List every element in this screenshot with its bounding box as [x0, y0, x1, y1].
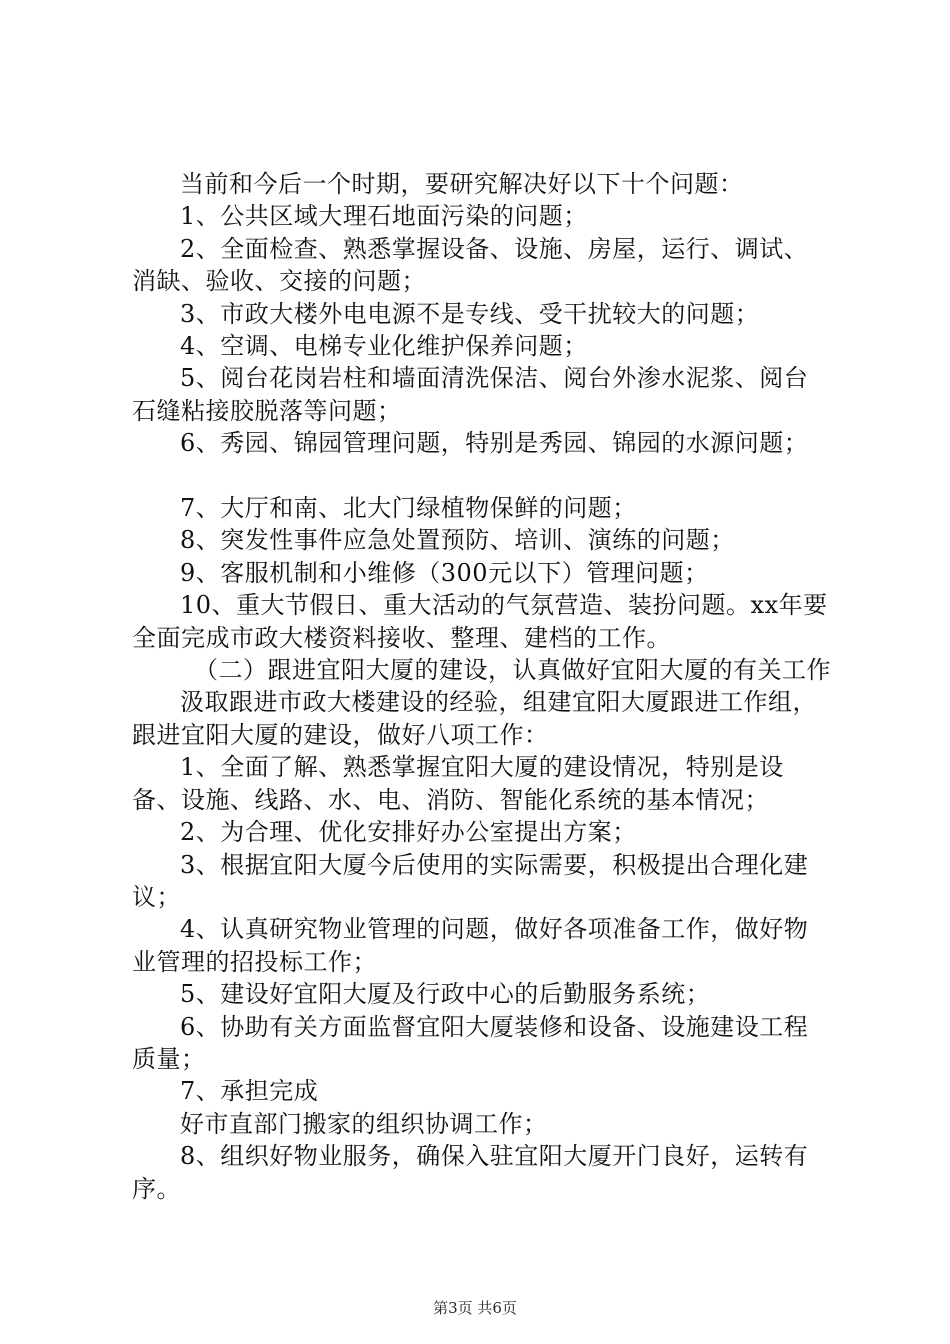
document-body: [132, 168, 832, 1205]
intro-paragraph: 当前和今后一个时期，要研究解决好以下十个问题：: [180, 170, 744, 198]
issue-item-6: 6、秀园、锦园管理问题，特别是秀园、锦园的水源问题；: [180, 429, 809, 458]
section-intro: 汲取跟进市政大楼建设的经验，组建宜阳大厦跟进工作组，跟进宜阳大厦的建设，做好八项工作：: [132, 688, 817, 749]
task-item-5: 5、建设好宜阳大厦及行政中心的后勤服务系统；: [180, 980, 711, 1009]
task-item-2: 2、为合理、优化安排好办公室提出方案；: [180, 818, 637, 847]
issue-item-7: 7、大厅和南、北大门绿植物保鲜的问题；: [180, 494, 637, 523]
task-item-7-continuation: 好市直部门搬家的组织协调工作；: [180, 1109, 548, 1138]
issue-item-8: 8、突发性事件应急处置预防、培训、演练的问题；: [180, 526, 735, 555]
issue-item-5: 5、阅台花岗岩柱和墙面清洗保洁、阅台外渗水泥浆、阅台石缝粘接胶脱落等问题；: [132, 364, 809, 425]
issue-item-1: 1、公共区域大理石地面污染的问题；: [180, 202, 588, 231]
task-item-8: 8、组织好物业服务，确保入驻宜阳大厦开门良好，运转有序。: [132, 1142, 809, 1203]
issue-item-4: 4、空调、电梯专业化维护保养问题；: [180, 332, 588, 361]
blank-line: [132, 460, 832, 492]
task-item-1: 1、全面了解、熟悉掌握宜阳大厦的建设情况，特别是设备、设施、线路、水、电、消防、智能化系统的基本情况；: [132, 753, 784, 814]
task-item-7: 7、承担完成: [180, 1077, 319, 1106]
issue-item-10: 10、重大节假日、重大活动的气氛营造、装扮问题。xx年要全面完成市政大楼资料接收、整理、建档的工作。: [132, 591, 828, 652]
page-number-footer: 第3页 共6页: [433, 1299, 517, 1317]
task-item-3: 3、根据宜阳大厦今后使用的实际需要，积极提出合理化建议；: [132, 850, 809, 911]
issue-item-3: 3、市政大楼外电电源不是专线、受干扰较大的问题；: [180, 299, 760, 328]
issue-item-2: 2、全面检查、熟悉掌握设备、设施、房屋，运行、调试、消缺、验收、交接的问题；: [132, 234, 809, 296]
task-item-4: 4、认真研究物业管理的问题，做好各项准备工作，做好物业管理的招投标工作；: [132, 915, 809, 976]
task-item-6: 6、协助有关方面监督宜阳大厦装修和设备、设施建设工程质量；: [132, 1012, 809, 1073]
issue-item-9: 9、客服机制和小维修（300元以下）管理问题；: [180, 558, 709, 587]
section-heading: （二）跟进宜阳大厦的建设，认真做好宜阳大厦的有关工作: [194, 656, 831, 685]
